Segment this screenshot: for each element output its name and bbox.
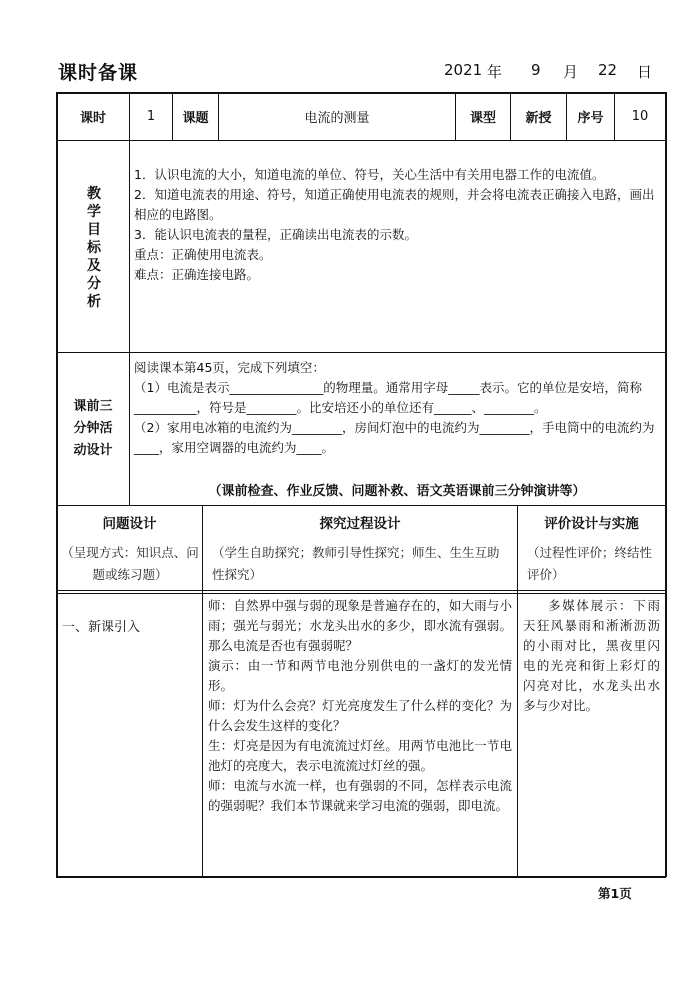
date-month-unit: 月	[563, 63, 579, 81]
col1-subtitle: （呈现方式：知识点、问题或练习题）	[61, 545, 199, 582]
page-title: 课时备课	[58, 62, 139, 84]
process-text	[208, 596, 512, 816]
col1-title: 问题设计	[102, 516, 157, 532]
col2-title: 探究过程设计	[319, 516, 401, 532]
col2-subtitle: （学生自助探究；教师引导性探究；师生、生生互助性探究）	[212, 545, 500, 582]
col3-title: 评价设计与实施	[544, 516, 639, 532]
date-month: 9	[531, 61, 541, 79]
type-label: 课型	[469, 111, 496, 126]
process-line: 师：电流与水流一样，也有强弱的不同，怎样表示电流的强弱呢？我们本节课就来学习电流的强弱，即电流。	[208, 778, 512, 813]
date-day: 22	[598, 61, 618, 79]
col3-subtitle: （过程性评价；终结性评价）	[527, 545, 653, 582]
preclass-note: （课前检查、作业反馈、问题补救、语文英语课前三分钟演讲等）	[208, 484, 586, 499]
objectives-text	[134, 165, 660, 285]
period-label: 课时	[79, 111, 106, 126]
section-intro-label: 一、新课引入	[62, 620, 141, 635]
process-line: 生：灯亮是因为有电流流过灯丝。用两节电池比一节电池灯的亮度大，表示电流流过灯丝的强。	[208, 738, 512, 773]
process-line: 师：自然界中强与弱的现象是普遍存在的，如大雨与小雨；强光与弱光；水龙头出水的多少，即水流有强弱。那么电流是否也有强弱呢？	[208, 598, 512, 653]
objective-line: 1．认识电流的大小，知道电流的单位、符号，关心生活中有关用电器工作的电流值。	[134, 167, 605, 182]
topic-label: 课题	[182, 111, 209, 126]
preclass-question-1: （1）电流是表示_______________的物理量。通常用字母_____表示。它的单位是安培，简称__________，符号是________。比安培还小的单位还有______、________。	[134, 380, 642, 415]
date-year-unit: 年	[487, 63, 503, 81]
difficulty-point: 难点：正确连接电路。	[134, 267, 260, 282]
preclass-text	[134, 358, 660, 458]
evaluation-text: 多媒体展示：下雨天狂风暴雨和淅淅沥沥的小雨对比，黑夜里闪电的光亮和街上彩灯的闪亮对比，水龙头出水多与少对比。	[523, 598, 660, 713]
preclass-question-2: （2）家用电冰箱的电流约为________，房间灯泡中的电流约为________，手电筒中的电流约为____，家用空调器的电流约为____。	[134, 420, 655, 455]
page-number: 第1页	[598, 886, 632, 901]
seq-value: 10	[631, 109, 649, 124]
topic-value: 电流的测量	[304, 111, 370, 126]
objective-line: 2．知道电流表的用途、符号，知道正确使用电流表的规则，并会将电流表正确接入电路，画出相应的电路图。	[134, 187, 655, 222]
preclass-intro: 阅读课本第45页，完成下列填空：	[134, 360, 325, 375]
preclass-label: 课前三 分钟活 动设计	[73, 399, 113, 458]
process-line: 演示：由一节和两节电池分别供电的一盏灯的发光情形。	[208, 658, 512, 693]
date-day-unit: 日	[637, 63, 653, 81]
date-year: 2021	[444, 61, 483, 79]
objectives-label: 教学目标及分析	[87, 186, 101, 310]
objective-line: 3．能认识电流表的量程，正确读出电流表的示数。	[134, 227, 417, 242]
seq-label: 序号	[577, 111, 604, 126]
process-line: 师：灯为什么会亮？灯光亮度发生了什么样的变化？为什么会发生这样的变化？	[208, 698, 512, 733]
key-point: 重点：正确使用电流表。	[134, 247, 272, 262]
type-value: 新授	[525, 111, 552, 126]
period-value: 1	[146, 109, 156, 124]
